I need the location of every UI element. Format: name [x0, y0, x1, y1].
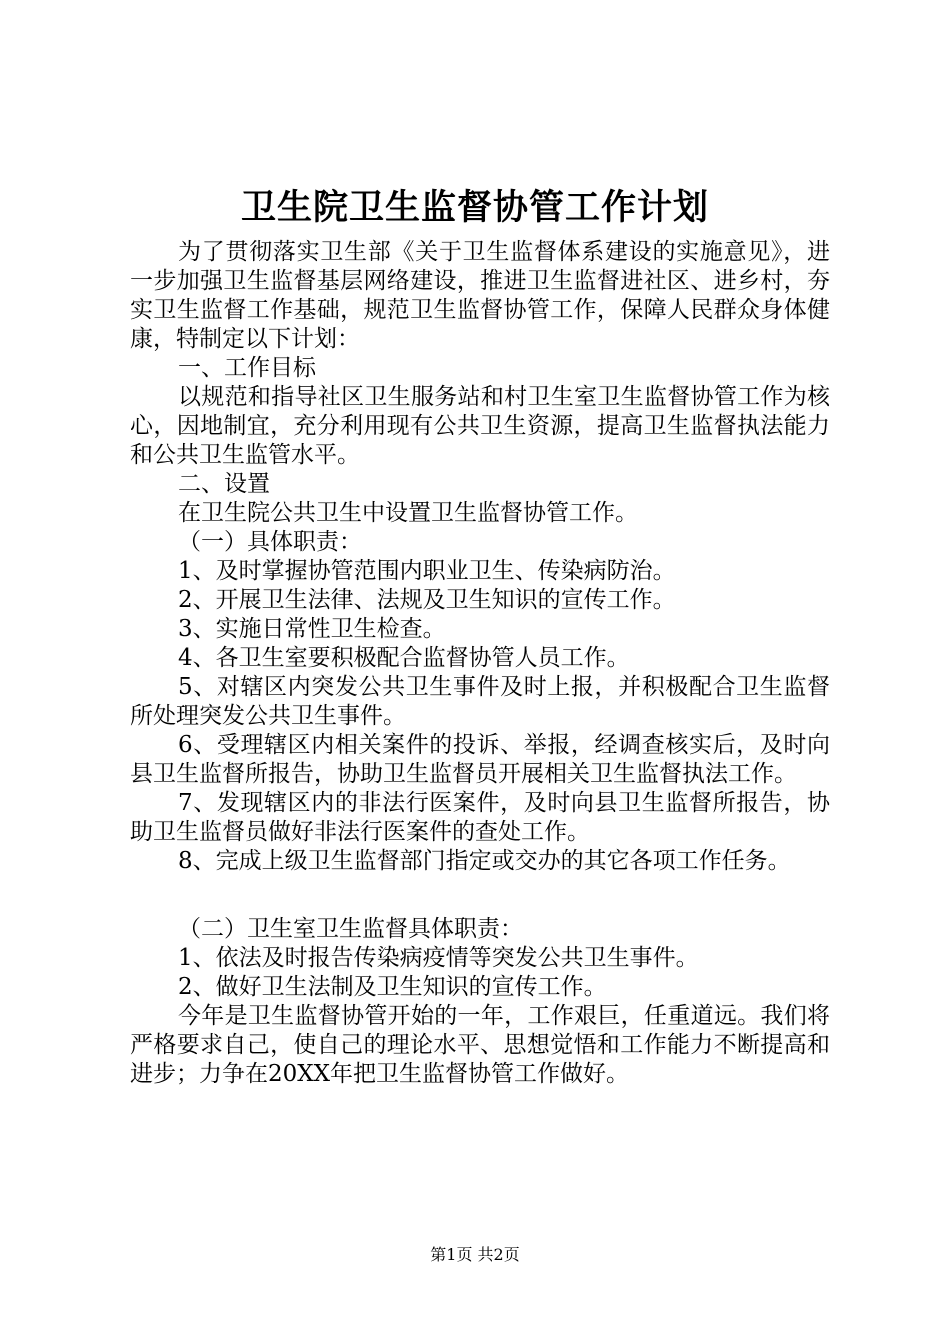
list-item-duty-8: 8、完成上级卫生监督部门指定或交办的其它各项工作任务。	[178, 848, 791, 874]
list-item-duty-7: 7、发现辖区内的非法行医案件，及时向县卫生监督所报告，协助卫生监督员做好非法行医案件的查处工作。	[130, 790, 830, 845]
paragraph-goals: 以规范和指导社区卫生服务站和村卫生室卫生监督协管工作为核心，因地制宜，充分利用现有公共卫生资源，提高卫生监督执法能力和公共卫生监管水平。	[130, 384, 830, 468]
list-item-clinic-duty-1: 1、依法及时报告传染病疫情等突发公共卫生事件。	[178, 945, 699, 971]
list-item-clinic-duty-2: 2、做好卫生法制及卫生知识的宣传工作。	[178, 974, 607, 1000]
page-number-footer: 第1页 共2页	[430, 1245, 520, 1264]
list-item-duty-2: 2、开展卫生法律、法规及卫生知识的宣传工作。	[178, 587, 676, 613]
heading-work-goals: 一、工作目标	[178, 355, 316, 381]
list-item-duty-5: 5、对辖区内突发公共卫生事件及时上报，并积极配合卫生监督所处理突发公共卫生事件。	[130, 674, 830, 729]
list-item-duty-4: 4、各卫生室要积极配合监督协管人员工作。	[178, 645, 630, 671]
paragraph-intro: 为了贯彻落实卫生部《关于卫生监督体系建设的实施意见》，进一步加强卫生监督基层网络建设，推进卫生监督进社区、进乡村，夯实卫生监督工作基础，规范卫生监督协管工作，保障人民群众身体健康，特制定以下计划：	[130, 239, 830, 352]
document-body	[130, 238, 830, 1089]
document-title: 卫生院卫生监督协管工作计划	[240, 187, 709, 228]
list-item-duty-3: 3、实施日常性卫生检查。	[178, 616, 446, 642]
heading-setup: 二、设置	[178, 471, 270, 497]
list-item-duty-6: 6、受理辖区内相关案件的投诉、举报，经调查核实后，及时向县卫生监督所报告，协助卫生监督员开展相关卫生监督执法工作。	[130, 732, 830, 787]
blank-line	[130, 876, 830, 915]
subheading-duties-2: （二）卫生室卫生监督具体职责：	[178, 916, 523, 942]
subheading-duties-1: （一）具体职责：	[178, 529, 362, 555]
paragraph-conclusion: 今年是卫生监督协管开始的一年，工作艰巨，任重道远。我们将严格要求自己，使自己的理论水平、思想觉悟和工作能力不断提高和进步；力争在20XX年把卫生监督协管工作做好。	[130, 1003, 830, 1087]
paragraph-setup: 在卫生院公共卫生中设置卫生监督协管工作。	[178, 500, 638, 526]
list-item-duty-1: 1、及时掌握协管范围内职业卫生、传染病防治。	[178, 558, 676, 584]
